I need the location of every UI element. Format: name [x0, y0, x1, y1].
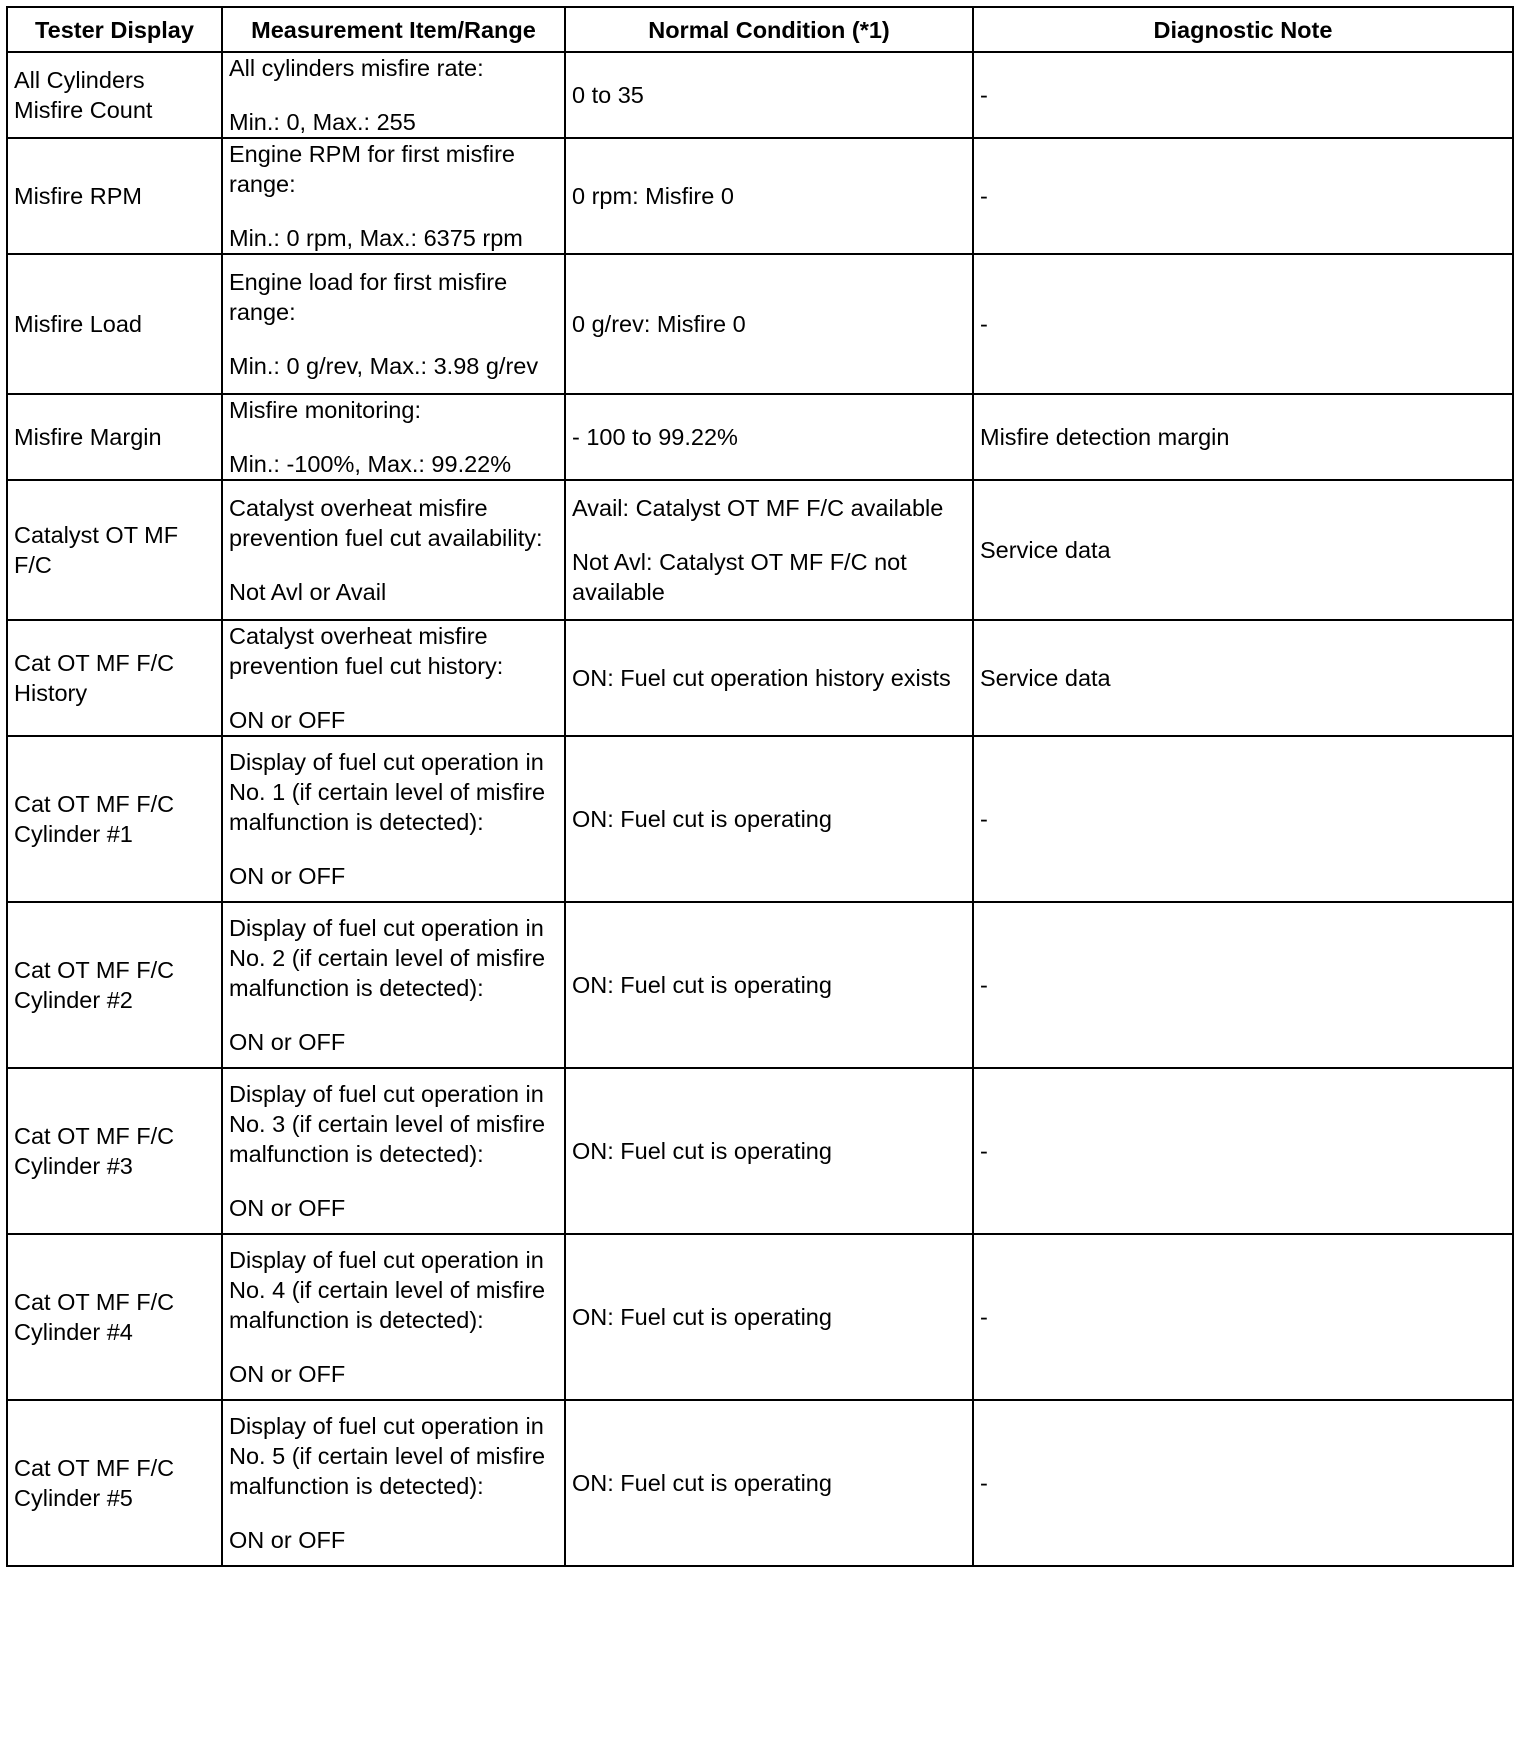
normal-condition-cell [565, 1400, 973, 1566]
normal-condition-text: ON: Fuel cut is operating [572, 1470, 832, 1496]
measurement-cell [222, 52, 565, 138]
normal-condition-text: ON: Fuel cut is operating [572, 972, 832, 998]
measurement-cell [222, 138, 565, 254]
table-row [7, 254, 1513, 394]
measurement-cell [222, 394, 565, 480]
table-row [7, 480, 1513, 620]
measurement-description: Engine RPM for first misfire range: [229, 141, 515, 197]
normal-condition-cell [565, 394, 973, 480]
table-row [7, 620, 1513, 736]
tester-display-cell: Cat OT MF F/C Cylinder #3 [7, 1068, 222, 1234]
measurement-description: All cylinders misfire rate: [229, 55, 484, 81]
normal-condition-cell [565, 620, 973, 736]
measurement-range: ON or OFF [229, 707, 346, 733]
normal-condition-text: - 100 to 99.22% [572, 424, 738, 450]
normal-condition-text: ON: Fuel cut operation history exists [572, 665, 951, 691]
diagnostic-note-cell: - [973, 902, 1513, 1068]
diagnostic-note-cell: Service data [973, 620, 1513, 736]
measurement-range: Min.: 0 rpm, Max.: 6375 rpm [229, 225, 523, 251]
measurement-description: Display of fuel cut operation in No. 5 (if certain level of misfire malfunction is detected): [229, 1413, 546, 1499]
measurement-range: Min.: 0 g/rev, Max.: 3.98 g/rev [229, 353, 539, 379]
normal-condition-text: 0 to 35 [572, 82, 644, 108]
table-row [7, 1234, 1513, 1400]
measurement-description: Display of fuel cut operation in No. 4 (if certain level of misfire malfunction is detected): [229, 1247, 546, 1333]
normal-condition-cell [565, 138, 973, 254]
normal-condition-cell [565, 1068, 973, 1234]
tester-display-cell: Cat OT MF F/C Cylinder #4 [7, 1234, 222, 1400]
diagnostic-note-cell: Misfire detection margin [973, 394, 1513, 480]
normal-condition-cell [565, 736, 973, 902]
measurement-description: Display of fuel cut operation in No. 2 (if certain level of misfire malfunction is detected): [229, 915, 546, 1001]
table-row [7, 902, 1513, 1068]
measurement-range: Min.: 0, Max.: 255 [229, 109, 416, 135]
normal-condition-cell [565, 1234, 973, 1400]
measurement-description: Display of fuel cut operation in No. 1 (if certain level of misfire malfunction is detected): [229, 749, 546, 835]
normal-condition-text: ON: Fuel cut is operating [572, 1304, 832, 1330]
tester-display-cell: Misfire Load [7, 254, 222, 394]
diagnostic-note-cell: - [973, 138, 1513, 254]
table-row [7, 138, 1513, 254]
measurement-range: ON or OFF [229, 863, 346, 889]
table-row [7, 394, 1513, 480]
normal-condition-cell [565, 480, 973, 620]
tester-display-cell: Catalyst OT MF F/C [7, 480, 222, 620]
tester-display-cell: Cat OT MF F/C History [7, 620, 222, 736]
diagnostic-note-cell: - [973, 1400, 1513, 1566]
measurement-cell [222, 736, 565, 902]
header-tester-display: Tester Display [7, 7, 222, 52]
header-measurement-item: Measurement Item/Range [222, 7, 565, 52]
measurement-range: ON or OFF [229, 1361, 346, 1387]
table-row [7, 1400, 1513, 1566]
diagnostic-note-cell: - [973, 52, 1513, 138]
measurement-range: Not Avl or Avail [229, 579, 387, 605]
tester-display-cell: All Cylinders Misfire Count [7, 52, 222, 138]
tester-display-cell: Misfire RPM [7, 138, 222, 254]
measurement-cell [222, 480, 565, 620]
measurement-range: Min.: -100%, Max.: 99.22% [229, 451, 512, 477]
table-row [7, 736, 1513, 902]
header-normal-condition: Normal Condition (*1) [565, 7, 973, 52]
tester-display-cell: Cat OT MF F/C Cylinder #2 [7, 902, 222, 1068]
normal-condition-text: Avail: Catalyst OT MF F/C available [572, 495, 944, 521]
normal-condition-text: 0 g/rev: Misfire 0 [572, 311, 746, 337]
tester-display-cell: Cat OT MF F/C Cylinder #5 [7, 1400, 222, 1566]
normal-condition-text: ON: Fuel cut is operating [572, 806, 832, 832]
measurement-range: ON or OFF [229, 1195, 346, 1221]
measurement-range: ON or OFF [229, 1527, 346, 1553]
measurement-cell [222, 902, 565, 1068]
table-body [7, 52, 1513, 1566]
header-diagnostic-note: Diagnostic Note [973, 7, 1513, 52]
measurement-cell [222, 1068, 565, 1234]
normal-condition-text-secondary: Not Avl: Catalyst OT MF F/C not available [572, 549, 907, 605]
measurement-cell [222, 254, 565, 394]
normal-condition-text: 0 rpm: Misfire 0 [572, 183, 734, 209]
diagnostic-note-cell: - [973, 736, 1513, 902]
diagnostic-note-cell: - [973, 254, 1513, 394]
diagnostic-note-cell: - [973, 1234, 1513, 1400]
measurement-description: Display of fuel cut operation in No. 3 (if certain level of misfire malfunction is detected): [229, 1081, 546, 1167]
measurement-description: Engine load for first misfire range: [229, 269, 508, 325]
header-row [7, 7, 1513, 52]
normal-condition-cell [565, 254, 973, 394]
data-list-table [6, 6, 1514, 1567]
table-row [7, 1068, 1513, 1234]
normal-condition-cell [565, 902, 973, 1068]
measurement-description: Catalyst overheat misfire prevention fuel cut history: [229, 623, 504, 679]
measurement-description: Misfire monitoring: [229, 397, 421, 423]
diagnostic-note-cell: Service data [973, 480, 1513, 620]
tester-display-cell: Cat OT MF F/C Cylinder #1 [7, 736, 222, 902]
diagnostic-note-cell: - [973, 1068, 1513, 1234]
normal-condition-text: ON: Fuel cut is operating [572, 1138, 832, 1164]
measurement-description: Catalyst overheat misfire prevention fuel cut availability: [229, 495, 543, 551]
measurement-range: ON or OFF [229, 1029, 346, 1055]
normal-condition-cell [565, 52, 973, 138]
measurement-cell [222, 1400, 565, 1566]
table-row [7, 52, 1513, 138]
measurement-cell [222, 1234, 565, 1400]
tester-display-cell: Misfire Margin [7, 394, 222, 480]
measurement-cell [222, 620, 565, 736]
